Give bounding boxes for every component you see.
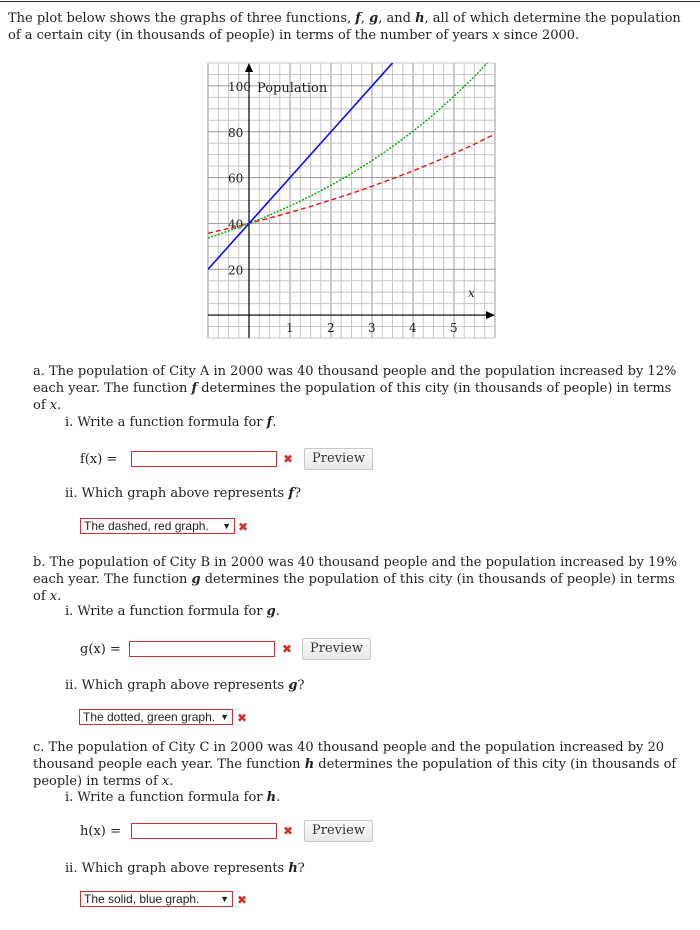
part-b-question-1: i. Write a function formula for g.	[65, 604, 280, 619]
function-graph	[205, 58, 500, 343]
y-tick-label: 60	[228, 171, 244, 186]
top-rule	[0, 1, 700, 2]
part-c-question-2: ii. Which graph above represents h?	[65, 861, 305, 876]
part-a-text: a. The population of City A in 2000 was 40 thousand people and the population increased by 12% each year. The function f determines the population of this city (in thousands of people) in terms of x.	[33, 364, 677, 413]
part-a-answer-input[interactable]	[131, 451, 277, 467]
part-c-answer-input[interactable]	[131, 823, 277, 839]
part-a-graph-select-value: The dashed, red graph.	[84, 519, 209, 533]
part-b-select-error-icon: ✖	[237, 711, 248, 725]
part-b-question-2: ii. Which graph above represents g?	[65, 678, 305, 693]
part-b-preview-button[interactable]: Preview	[302, 638, 371, 660]
x-tick-label: 2	[327, 321, 335, 336]
part-a-select-error-icon: ✖	[238, 520, 249, 534]
part-b-text: b. The population of City B in 2000 was 40 thousand people and the population increased by 19% each year. The function g determines the population of this city (in thousands of people) in terms of x.	[33, 555, 678, 604]
part-b-gx-label: g(x) =	[80, 642, 121, 657]
chevron-down-icon: ▼	[220, 712, 229, 722]
x-axis-arrow	[486, 311, 495, 319]
graph-svg	[205, 58, 500, 343]
x-tick-label: 1	[286, 321, 294, 336]
part-c-select-error-icon: ✖	[237, 893, 248, 907]
x-tick-label: 3	[368, 321, 376, 336]
part-a-answer-error-icon: ✖	[283, 452, 294, 466]
part-c-hx-label: h(x) =	[80, 824, 121, 839]
y-tick-label: 40	[228, 217, 244, 232]
y-tick-label: 20	[228, 263, 244, 278]
y-tick-label: 80	[228, 125, 244, 140]
part-a-graph-select[interactable]	[80, 518, 235, 534]
part-c-graph-select[interactable]	[80, 891, 233, 907]
part-c-question-1: i. Write a function formula for h.	[65, 790, 281, 805]
y-axis-arrow	[245, 63, 253, 72]
part-c-preview-button[interactable]: Preview	[304, 820, 373, 842]
part-a-preview-button[interactable]: Preview	[304, 448, 373, 470]
part-a-fx-label: f(x) =	[80, 452, 118, 467]
intro-text: The plot below shows the graphs of three functions, f, g, and h, all of which determine the population of a certain city (in thousands of people) in terms of the number of years x since 2000.	[8, 11, 681, 43]
part-c-text: c. The population of City C in 2000 was 40 thousand people and the population increased by 20 thousand people each year. The function h determines the population of this city (in thousands of people) in terms of x.	[33, 740, 677, 789]
part-a-question-1: i. Write a function formula for f.	[65, 415, 277, 430]
part-b-graph-select[interactable]	[79, 709, 233, 725]
chevron-down-icon: ▼	[220, 894, 229, 904]
x-tick-label: 5	[450, 321, 458, 336]
part-b-graph-select-value: The dotted, green graph.	[83, 710, 216, 724]
part-b-answer-input[interactable]	[129, 641, 275, 657]
y-axis-label: Population	[257, 81, 328, 96]
chevron-down-icon: ▼	[222, 521, 231, 531]
x-tick-label: 4	[409, 321, 417, 336]
part-b-answer-error-icon: ✖	[282, 642, 293, 656]
part-c-answer-error-icon: ✖	[283, 824, 294, 838]
x-axis-label: x	[468, 286, 475, 300]
part-c-graph-select-value: The solid, blue graph.	[84, 892, 200, 906]
graph-grid	[208, 63, 495, 338]
y-tick-label: 100	[228, 79, 251, 94]
part-a-question-2: ii. Which graph above represents f?	[65, 486, 301, 501]
